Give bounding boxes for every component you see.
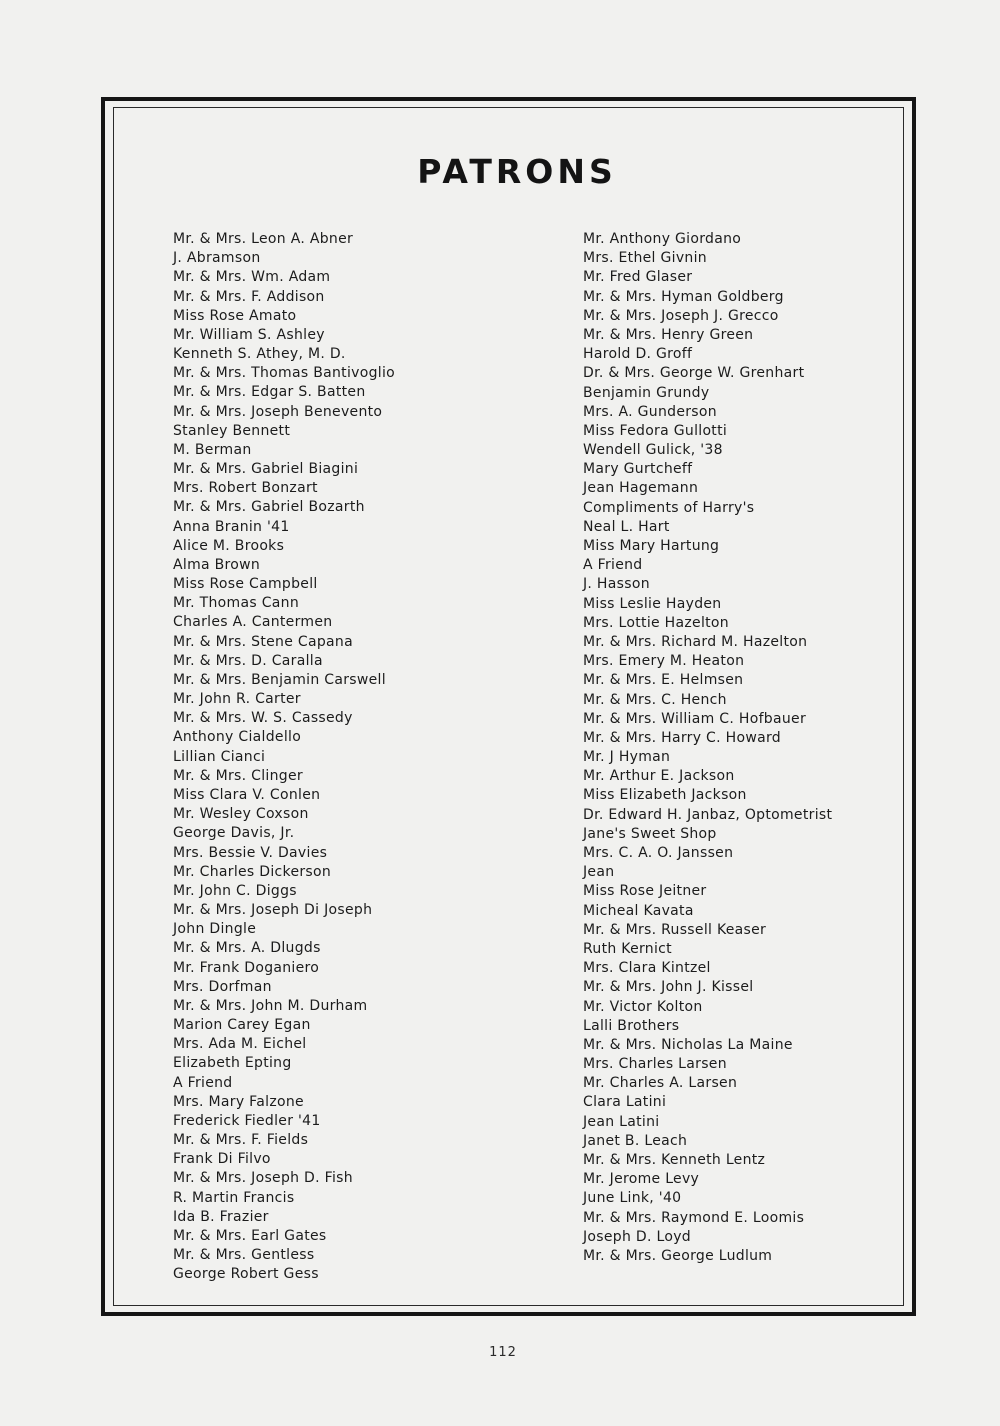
patron-name: Mr. & Mrs. Stene Capana (173, 633, 353, 650)
patron-name: Ida B. Frazier (173, 1208, 269, 1225)
patron-name: Charles A. Cantermen (173, 614, 333, 631)
patron-name: Mr. & Mrs. Hyman Goldberg (583, 288, 784, 305)
patron-name: Clara Latini (583, 1094, 667, 1111)
patron-name: Mrs. Ada M. Eichel (173, 1036, 307, 1053)
patron-name: Mrs. Mary Falzone (173, 1093, 304, 1110)
patron-name: Miss Fedora Gullotti (583, 422, 728, 439)
patron-name: Mr. & Mrs. Wm. Adam (173, 269, 331, 286)
patron-name: Mr. & Mrs. Gentless (173, 1247, 315, 1264)
patrons-list-left (173, 230, 395, 1284)
patron-name: Mr. & Mrs. Edgar S. Batten (173, 384, 366, 401)
patron-name: Harold D. Groff (583, 346, 693, 363)
patron-name: Mr. & Mrs. F. Addison (173, 288, 325, 305)
patron-name: George Davis, Jr. (173, 825, 295, 842)
patron-name: Mr. & Mrs. Harry C. Howard (583, 729, 781, 746)
patron-name: Stanley Bennett (173, 422, 291, 439)
patron-name: Miss Elizabeth Jackson (583, 787, 747, 804)
patron-name: Mr. Jerome Levy (583, 1171, 700, 1188)
patron-name: Mr. John R. Carter (173, 691, 301, 708)
patron-name: Mr. & Mrs. Richard M. Hazelton (583, 633, 808, 650)
patron-name: R. Martin Francis (173, 1189, 295, 1206)
patron-name: Mr. & Mrs. Thomas Bantivoglio (173, 365, 396, 382)
patron-name: Mrs. C. A. O. Janssen (583, 845, 734, 861)
patron-name: Miss Rose Amato (173, 307, 297, 324)
patron-name: Jane's Sweet Shop (583, 825, 717, 842)
patron-name: Mr. & Mrs. Leon A. Abner (173, 231, 354, 247)
patron-name: Marion Carey Egan (173, 1017, 311, 1034)
patron-name: J. Hasson (583, 576, 650, 593)
patron-name: Mr. & Mrs. William C. Hofbauer (583, 710, 807, 727)
patron-name: Mr. & Mrs. John M. Durham (173, 997, 368, 1014)
patron-name: Anna Branin '41 (173, 518, 290, 535)
patron-name: Kenneth S. Athey, M. D. (173, 346, 346, 363)
patron-name: Mr. J Hyman (583, 749, 671, 766)
patron-name: Mr. & Mrs. D. Caralla (173, 652, 323, 669)
patron-name: Mrs. Emery M. Heaton (583, 653, 745, 670)
patron-name: M. Berman (173, 441, 252, 458)
patron-name: Miss Rose Jeitner (583, 883, 707, 900)
patron-name: Mrs. Ethel Givnin (583, 250, 707, 267)
patron-name: Mr. & Mrs. Earl Gates (173, 1227, 327, 1244)
patron-name: Mr. & Mrs. W. S. Cassedy (173, 710, 353, 727)
patron-name: Janet B. Leach (583, 1132, 688, 1149)
patron-name: Lillian Cianci (173, 748, 266, 765)
patron-name: Mr. & Mrs. C. Hench (583, 691, 727, 708)
patron-name: Lalli Brothers (583, 1017, 680, 1034)
patron-name: Frank Di Filvo (173, 1151, 271, 1168)
patron-name: Mrs. Dorfman (173, 978, 272, 995)
patron-name: Jean Hagemann (583, 480, 699, 497)
patron-name: Mr. & Mrs. Joseph Benevento (173, 403, 383, 420)
patron-name: Miss Mary Hartung (583, 538, 720, 554)
patron-name: Dr. & Mrs. George W. Grenhart (583, 365, 805, 382)
patron-name: Mr. Thomas Cann (173, 595, 300, 612)
patron-name: Mr. Arthur E. Jackson (583, 768, 735, 785)
patron-name: Mr. & Mrs. A. Dlugds (173, 940, 321, 957)
patron-name: Alice M. Brooks (173, 537, 285, 554)
patrons-list-right (583, 230, 832, 1266)
patron-name: Jean Latini (583, 1113, 660, 1130)
patron-name: George Robert Gess (173, 1266, 319, 1283)
patron-name: Dr. Edward H. Janbaz, Optometrist (583, 806, 833, 823)
patron-name: Mr. & Mrs. Gabriel Bozarth (173, 499, 365, 516)
patron-name: Mr. & Mrs. F. Fields (173, 1132, 309, 1149)
patron-name: Mr. & Mrs. Clinger (173, 767, 303, 784)
patron-name: Neal L. Hart (583, 518, 670, 535)
patron-name: Mrs. Lottie Hazelton (583, 614, 729, 631)
patron-name: Mr. & Mrs. Gabriel Biagini (173, 461, 359, 478)
patron-name: Miss Rose Campbell (173, 576, 318, 593)
patron-name: Mr. Charles Dickerson (173, 863, 332, 880)
patron-name: J. Abramson (173, 250, 261, 267)
patron-name: Compliments of Harry's (583, 499, 755, 516)
patron-name: Mr. & Mrs. Joseph D. Fish (173, 1170, 353, 1187)
patron-name: Mr. & Mrs. Henry Green (583, 326, 754, 343)
patron-name: Benjamin Grundy (583, 384, 710, 401)
page-number: 112 (489, 1345, 517, 1360)
patron-name: Mr. & Mrs. Kenneth Lentz (583, 1152, 766, 1168)
patron-name: Mary Gurtcheff (583, 461, 693, 478)
patron-name: Mrs. Robert Bonzart (173, 480, 318, 497)
patron-name: Mr. & Mrs. Joseph J. Grecco (583, 307, 779, 324)
patron-name: Mr. Anthony Giordano (583, 231, 742, 247)
patron-name: Wendell Gulick, '38 (583, 442, 723, 459)
patron-name: Mr. & Mrs. Joseph Di Joseph (173, 902, 373, 919)
patron-name: Mrs. Charles Larsen (583, 1056, 727, 1073)
patron-name: Mrs. A. Gunderson (583, 403, 717, 420)
patron-name: Mr. John C. Diggs (173, 882, 297, 899)
patron-name: Miss Clara V. Conlen (173, 786, 321, 803)
patron-name: Frederick Fiedler '41 (173, 1112, 321, 1129)
patron-name: Mr. & Mrs. Benjamin Carswell (173, 671, 386, 688)
patron-name: Mr. Wesley Coxson (173, 806, 309, 823)
patron-name: Mr. William S. Ashley (173, 326, 325, 343)
patron-name: Mrs. Clara Kintzel (583, 960, 711, 977)
patron-name: Mr. & Mrs. E. Helmsen (583, 672, 744, 689)
patron-name: Micheal Kavata (583, 902, 694, 919)
patron-name: Mr. & Mrs. Russell Keaser (583, 921, 767, 938)
patron-name: Mr. Charles A. Larsen (583, 1075, 738, 1092)
patron-name: A Friend (173, 1074, 233, 1091)
patron-name: Anthony Cialdello (173, 729, 302, 746)
patron-name: Mr. Frank Doganiero (173, 959, 320, 976)
patron-name: Jean (583, 864, 615, 881)
patron-name: Alma Brown (173, 556, 261, 573)
patron-name: Joseph D. Loyd (583, 1228, 691, 1245)
patron-name: John Dingle (173, 921, 257, 938)
patron-name: Mrs. Bessie V. Davies (173, 844, 328, 861)
patron-name: Mr. Fred Glaser (583, 269, 693, 286)
patron-name: June Link, '40 (583, 1190, 682, 1207)
patron-name: Elizabeth Epting (173, 1055, 292, 1072)
patron-name: Miss Leslie Hayden (583, 595, 722, 612)
page-title: PATRONS (417, 152, 617, 191)
patron-name: A Friend (583, 557, 643, 574)
patron-name: Mr. & Mrs. John J. Kissel (583, 979, 754, 996)
patron-name: Ruth Kernict (583, 940, 672, 957)
patron-name: Mr. & Mrs. George Ludlum (583, 1247, 773, 1264)
patron-name: Mr. & Mrs. Raymond E. Loomis (583, 1209, 805, 1226)
patron-name: Mr. & Mrs. Nicholas La Maine (583, 1036, 793, 1053)
patron-name: Mr. Victor Kolton (583, 998, 703, 1015)
